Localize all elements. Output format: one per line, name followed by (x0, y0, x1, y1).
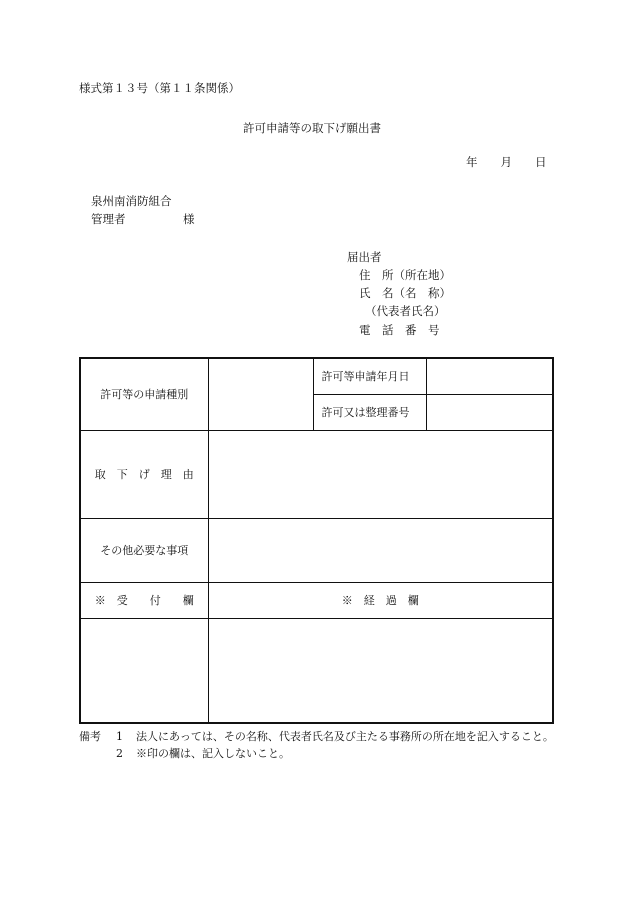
note-number: 2 (116, 747, 123, 760)
other-items-label: その他必要な事項 (80, 518, 208, 582)
withdrawal-reason-label: 取 下 げ 理 由 (80, 430, 208, 518)
progress-label: ※ 経 過 欄 (208, 582, 553, 618)
permit-number-field[interactable] (426, 394, 553, 430)
notes-heading: 備考 (79, 730, 101, 743)
note-text: 法人にあっては、その名称、代表者氏名及び主たる事務所の所在地を記入すること。 (136, 730, 554, 743)
note-number: 1 (116, 730, 123, 743)
application-date-label: 許可等申請年月日 (313, 358, 426, 394)
application-type-label: 許可等の申請種別 (80, 358, 208, 430)
progress-field (208, 618, 553, 723)
addressee-organization: 泉州南消防組合 (91, 194, 172, 208)
withdrawal-reason-field[interactable] (208, 430, 553, 518)
reception-label: ※ 受 付 欄 (80, 582, 208, 618)
note-text: ※印の欄は、記入しないこと。 (136, 747, 290, 760)
applicant-address-label: 住 所（所在地） (359, 268, 451, 282)
application-type-field[interactable] (208, 358, 313, 430)
applicant-heading: 届出者 (347, 250, 382, 264)
applicant-name-label: 氏 名（名 称） (359, 286, 451, 300)
applicant-phone-label: 電 話 番 号 (359, 323, 440, 337)
permit-number-label: 許可又は整理番号 (313, 394, 426, 430)
applicant-representative-label: （代表者氏名） (365, 304, 446, 318)
withdrawal-form-table (79, 357, 554, 724)
form-number: 様式第１３号（第１１条関係） (79, 81, 240, 95)
addressee-manager: 管理者 様 (91, 212, 195, 226)
reception-field (80, 618, 208, 723)
application-date-field[interactable] (426, 358, 553, 394)
page-title: 許可申請等の取下げ願出書 (243, 121, 381, 135)
other-items-field[interactable] (208, 518, 553, 582)
date-line: 年 月 日 (466, 155, 547, 169)
